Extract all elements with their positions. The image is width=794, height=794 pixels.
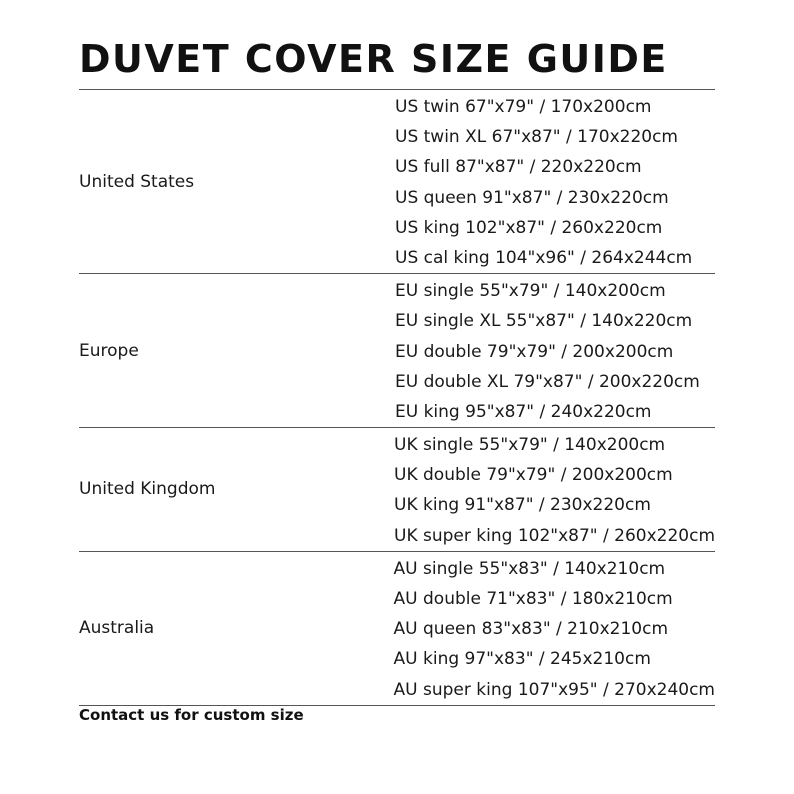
page-title: DUVET COVER SIZE GUIDE [79,37,668,81]
size-list [394,428,715,551]
size-list [394,552,715,705]
region-australia [79,552,715,706]
size-item: EU single 55"x79" / 140x200cm [395,281,666,302]
size-item: AU single 55"x83" / 140x210cm [393,558,666,579]
size-item: EU single XL 55"x87" / 140x220cm [395,311,693,332]
size-item: US twin XL 67"x87" / 170x220cm [395,127,678,148]
size-item: UK single 55"x79" / 140x200cm [394,435,666,456]
region-europe [79,274,715,428]
size-guide-table [79,89,715,706]
size-item: US twin 67"x79" / 170x200cm [395,97,652,117]
size-list [395,90,715,273]
size-item: AU king 97"x83" / 245x210cm [393,649,651,670]
size-item: US full 87"x87" / 220x220cm [395,157,642,178]
size-item: US cal king 104"x96" / 264x244cm [395,247,693,268]
size-item: UK double 79"x79" / 200x200cm [394,465,673,486]
size-item: AU double 71"x83" / 180x210cm [393,589,673,609]
region-united-kingdom [79,428,715,552]
size-item: EU double XL 79"x87" / 200x220cm [395,371,700,392]
region-name: Australia [79,618,155,639]
region-united-states [79,90,715,274]
region-name: Europe [79,340,139,361]
region-name: United Kingdom [79,479,216,500]
region-name: United States [79,171,195,192]
size-item: EU king 95"x87" / 240x220cm [395,401,652,422]
size-item: AU queen 83"x83" / 210x210cm [393,619,669,640]
size-item: UK super king 102"x87" / 260x220cm [394,525,715,546]
size-item: US queen 91"x87" / 230x220cm [395,187,669,208]
custom-size-note: Contact us for custom size [79,706,304,724]
size-item: UK king 91"x87" / 230x220cm [394,495,651,516]
size-item: US king 102"x87" / 260x220cm [395,217,663,238]
size-list [395,274,715,427]
size-item: EU double 79"x79" / 200x200cm [395,341,674,362]
size-item: AU super king 107"x95" / 270x240cm [393,679,715,700]
